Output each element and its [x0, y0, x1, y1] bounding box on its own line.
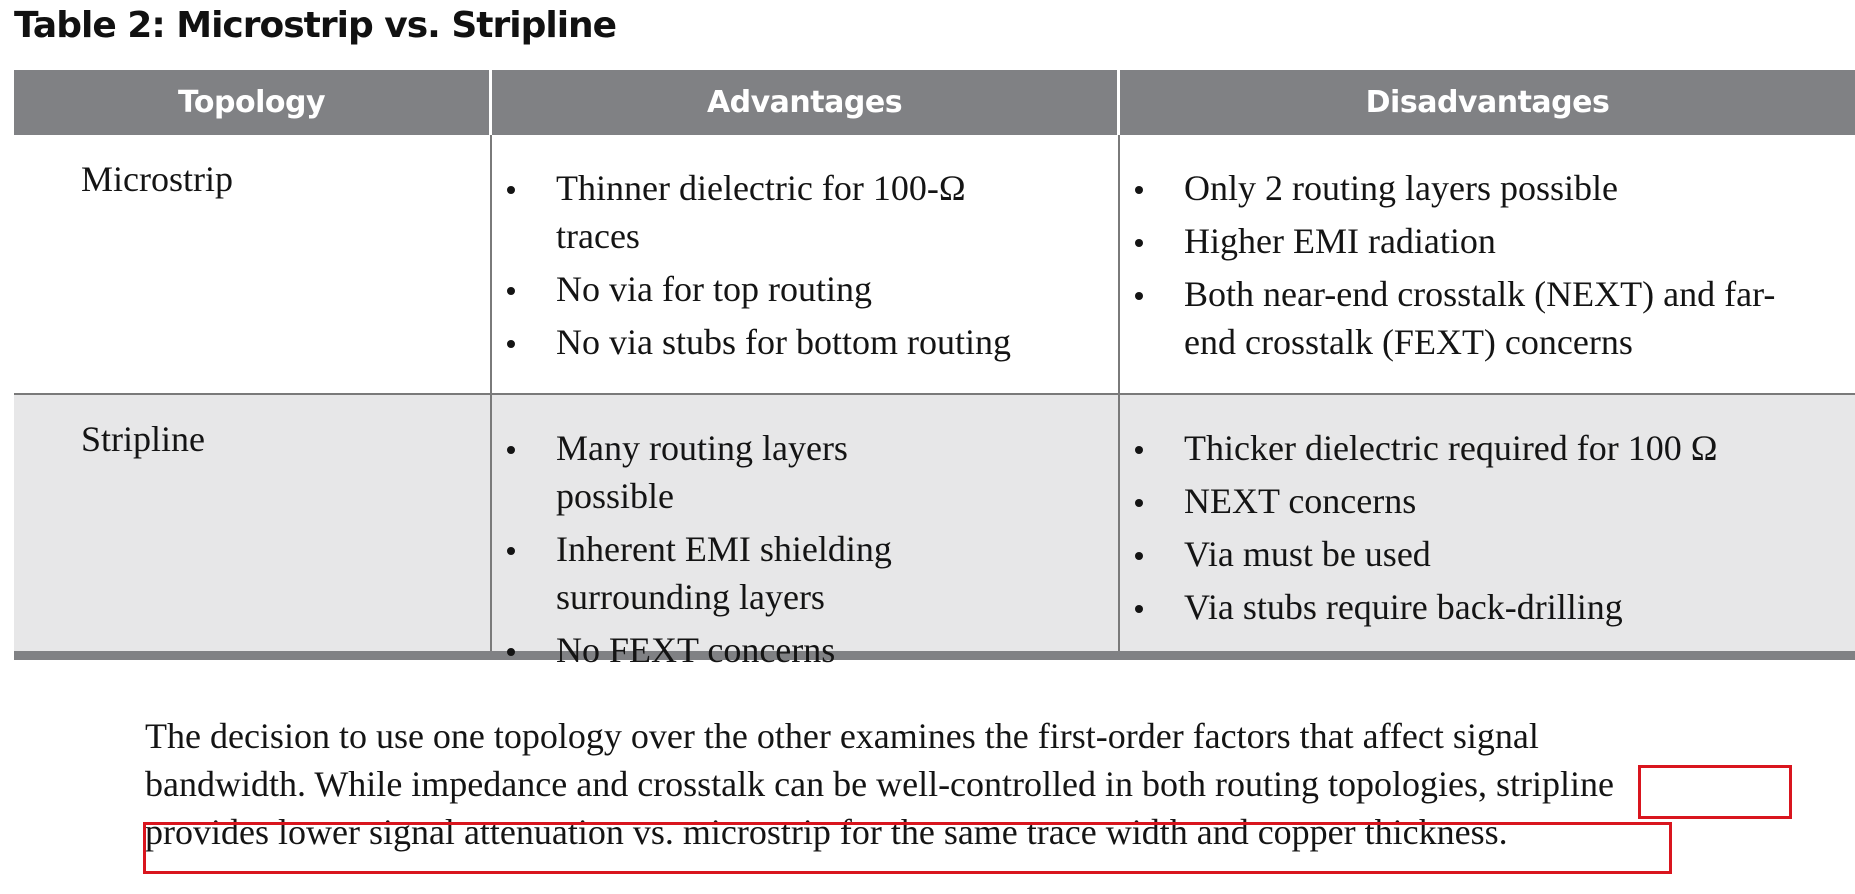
- list-item: Both near-end crosstalk (NEXT) and far-end crosstalk (FEXT) concerns: [1120, 270, 1810, 366]
- list-item: No via for top routing: [492, 265, 1012, 313]
- disadvantages-cell: [1120, 395, 1855, 651]
- paragraph-line-2: bandwidth. While impedance and crosstalk can be well-controlled in both routing topologies, stripline: [145, 764, 1614, 804]
- paragraph-line-1: The decision to use one topology over the other examines the first-order factors that affect signal: [145, 716, 1539, 756]
- list-item: Thicker dielectric required for 100 Ω: [1120, 424, 1840, 472]
- table-row-stripline: [14, 393, 1855, 670]
- list-item: Via stubs require back-drilling: [1120, 583, 1840, 631]
- disadvantages-cell: [1120, 135, 1855, 393]
- table-row-microstrip: [14, 135, 1855, 393]
- table-header-row: [14, 70, 1855, 135]
- topology-cell: Stripline: [14, 395, 492, 651]
- list-item: Only 2 routing layers possible: [1120, 164, 1810, 212]
- list-item: NEXT concerns: [1120, 477, 1840, 525]
- highlight-box-attenuation: [143, 822, 1672, 874]
- header-topology: Topology: [14, 70, 492, 135]
- header-advantages: Advantages: [492, 70, 1120, 135]
- paragraph-line-3: provides lower signal attenuation vs. microstrip for the same trace width and copper thickness.: [145, 812, 1508, 852]
- list-item: Inherent EMI shielding surrounding layers: [492, 525, 972, 621]
- list-item: Thinner dielectric for 100-Ω traces: [492, 164, 1012, 260]
- advantages-cell: [492, 395, 1120, 670]
- advantages-cell: [492, 135, 1120, 393]
- topology-cell: Microstrip: [14, 135, 492, 393]
- list-item: Via must be used: [1120, 530, 1840, 578]
- list-item: Higher EMI radiation: [1120, 217, 1810, 265]
- list-item: Many routing layers possible: [492, 424, 972, 520]
- list-item: No FEXT concerns: [492, 626, 972, 674]
- table-caption: Table 2: Microstrip vs. Stripline: [14, 5, 617, 46]
- header-disadvantages: Disadvantages: [1365, 85, 1610, 120]
- highlight-box-stripline: [1638, 765, 1792, 819]
- list-item: No via stubs for bottom routing: [492, 318, 1012, 366]
- comparison-table: [14, 70, 1855, 670]
